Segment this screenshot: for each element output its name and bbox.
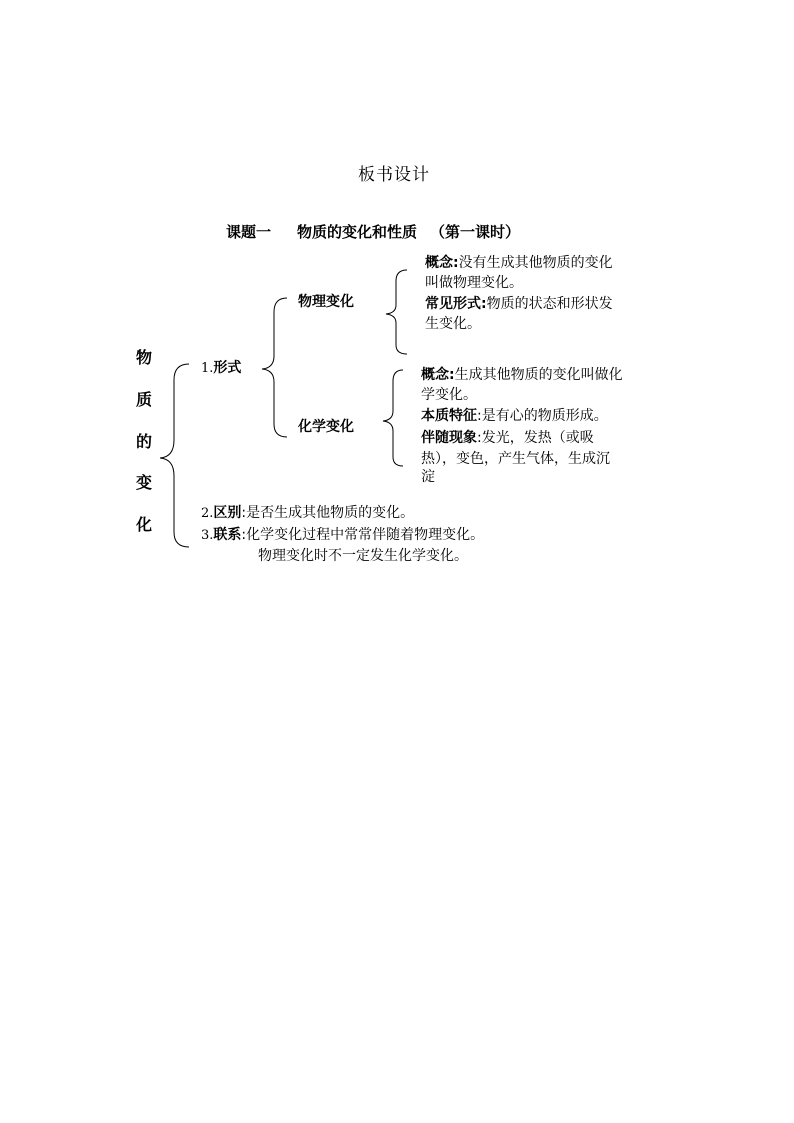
chemical-phenomena-line-2: 热），变色，产生气体，生成沉 (421, 451, 610, 467)
chemical-concept-line-2: 学变化。 (421, 387, 477, 403)
chemical-concept-text: 生成其他物质的变化叫做化 (454, 367, 623, 383)
chemical-phenomena-label: 伴随现象 (421, 430, 477, 446)
physical-brace (386, 270, 407, 354)
chemical-essence-label: 本质特征 (421, 408, 477, 424)
physical-concept-line-2: 叫做物理变化。 (425, 275, 523, 291)
lesson-period: （第一课时） (430, 223, 521, 241)
relation-text: 化学变化过程中常常伴随着物理变化。 (246, 527, 485, 543)
chemical-phenomena-line-3: 淀 (421, 469, 435, 485)
chemical-concept-line (421, 365, 623, 385)
physical-common-line (425, 294, 613, 314)
chemical-essence-text: 是有心的物质形成。 (481, 408, 608, 424)
chemical-essence-line (421, 406, 608, 426)
chemical-phenomena-line (421, 428, 594, 448)
form-number: 1. (201, 361, 214, 376)
chemical-phenomena-colon: : (477, 430, 482, 446)
lesson-label: 课题一 (226, 223, 272, 241)
physical-common-label: 常见形式: (425, 296, 487, 312)
form-heading (201, 358, 241, 379)
relation-colon: : (241, 527, 247, 543)
physical-change-label: 物理变化 (298, 294, 354, 310)
physical-concept-line (425, 253, 613, 273)
difference-colon: : (241, 505, 247, 521)
physical-concept-label: 概念: (425, 255, 459, 271)
page-title: 板书设计 (358, 165, 430, 185)
root-char-3: 的 (136, 432, 153, 451)
difference-line (201, 503, 414, 524)
root-char-1: 物 (136, 348, 153, 367)
physical-common-line-2: 生变化。 (425, 316, 481, 332)
difference-number: 2. (201, 506, 214, 521)
relation-line (201, 525, 484, 546)
chemical-essence-colon: : (477, 408, 482, 424)
root-brace (160, 364, 189, 547)
physical-concept-text: 没有生成其他物质的变化 (458, 255, 613, 271)
relation-label: 联系 (213, 527, 242, 543)
form-label: 形式 (213, 360, 242, 376)
root-char-5: 化 (136, 515, 153, 534)
lesson-topic: 物质的变化和性质 (297, 223, 418, 241)
root-char-4: 变 (136, 473, 153, 492)
root-char-2: 质 (136, 390, 153, 409)
relation-line-2: 物理变化时不一定发生化学变化。 (258, 548, 468, 564)
chemical-brace (383, 370, 403, 466)
chemical-phenomena-text: 发光，发热（或吸 (481, 430, 594, 446)
difference-label: 区别 (213, 505, 242, 521)
difference-text: 是否生成其他物质的变化。 (246, 505, 415, 521)
chemical-concept-label: 概念: (421, 367, 455, 383)
form-brace (262, 298, 287, 437)
chemical-change-label: 化学变化 (298, 419, 354, 435)
relation-number: 3. (201, 528, 214, 543)
physical-common-text: 物质的状态和形状发 (486, 296, 613, 312)
